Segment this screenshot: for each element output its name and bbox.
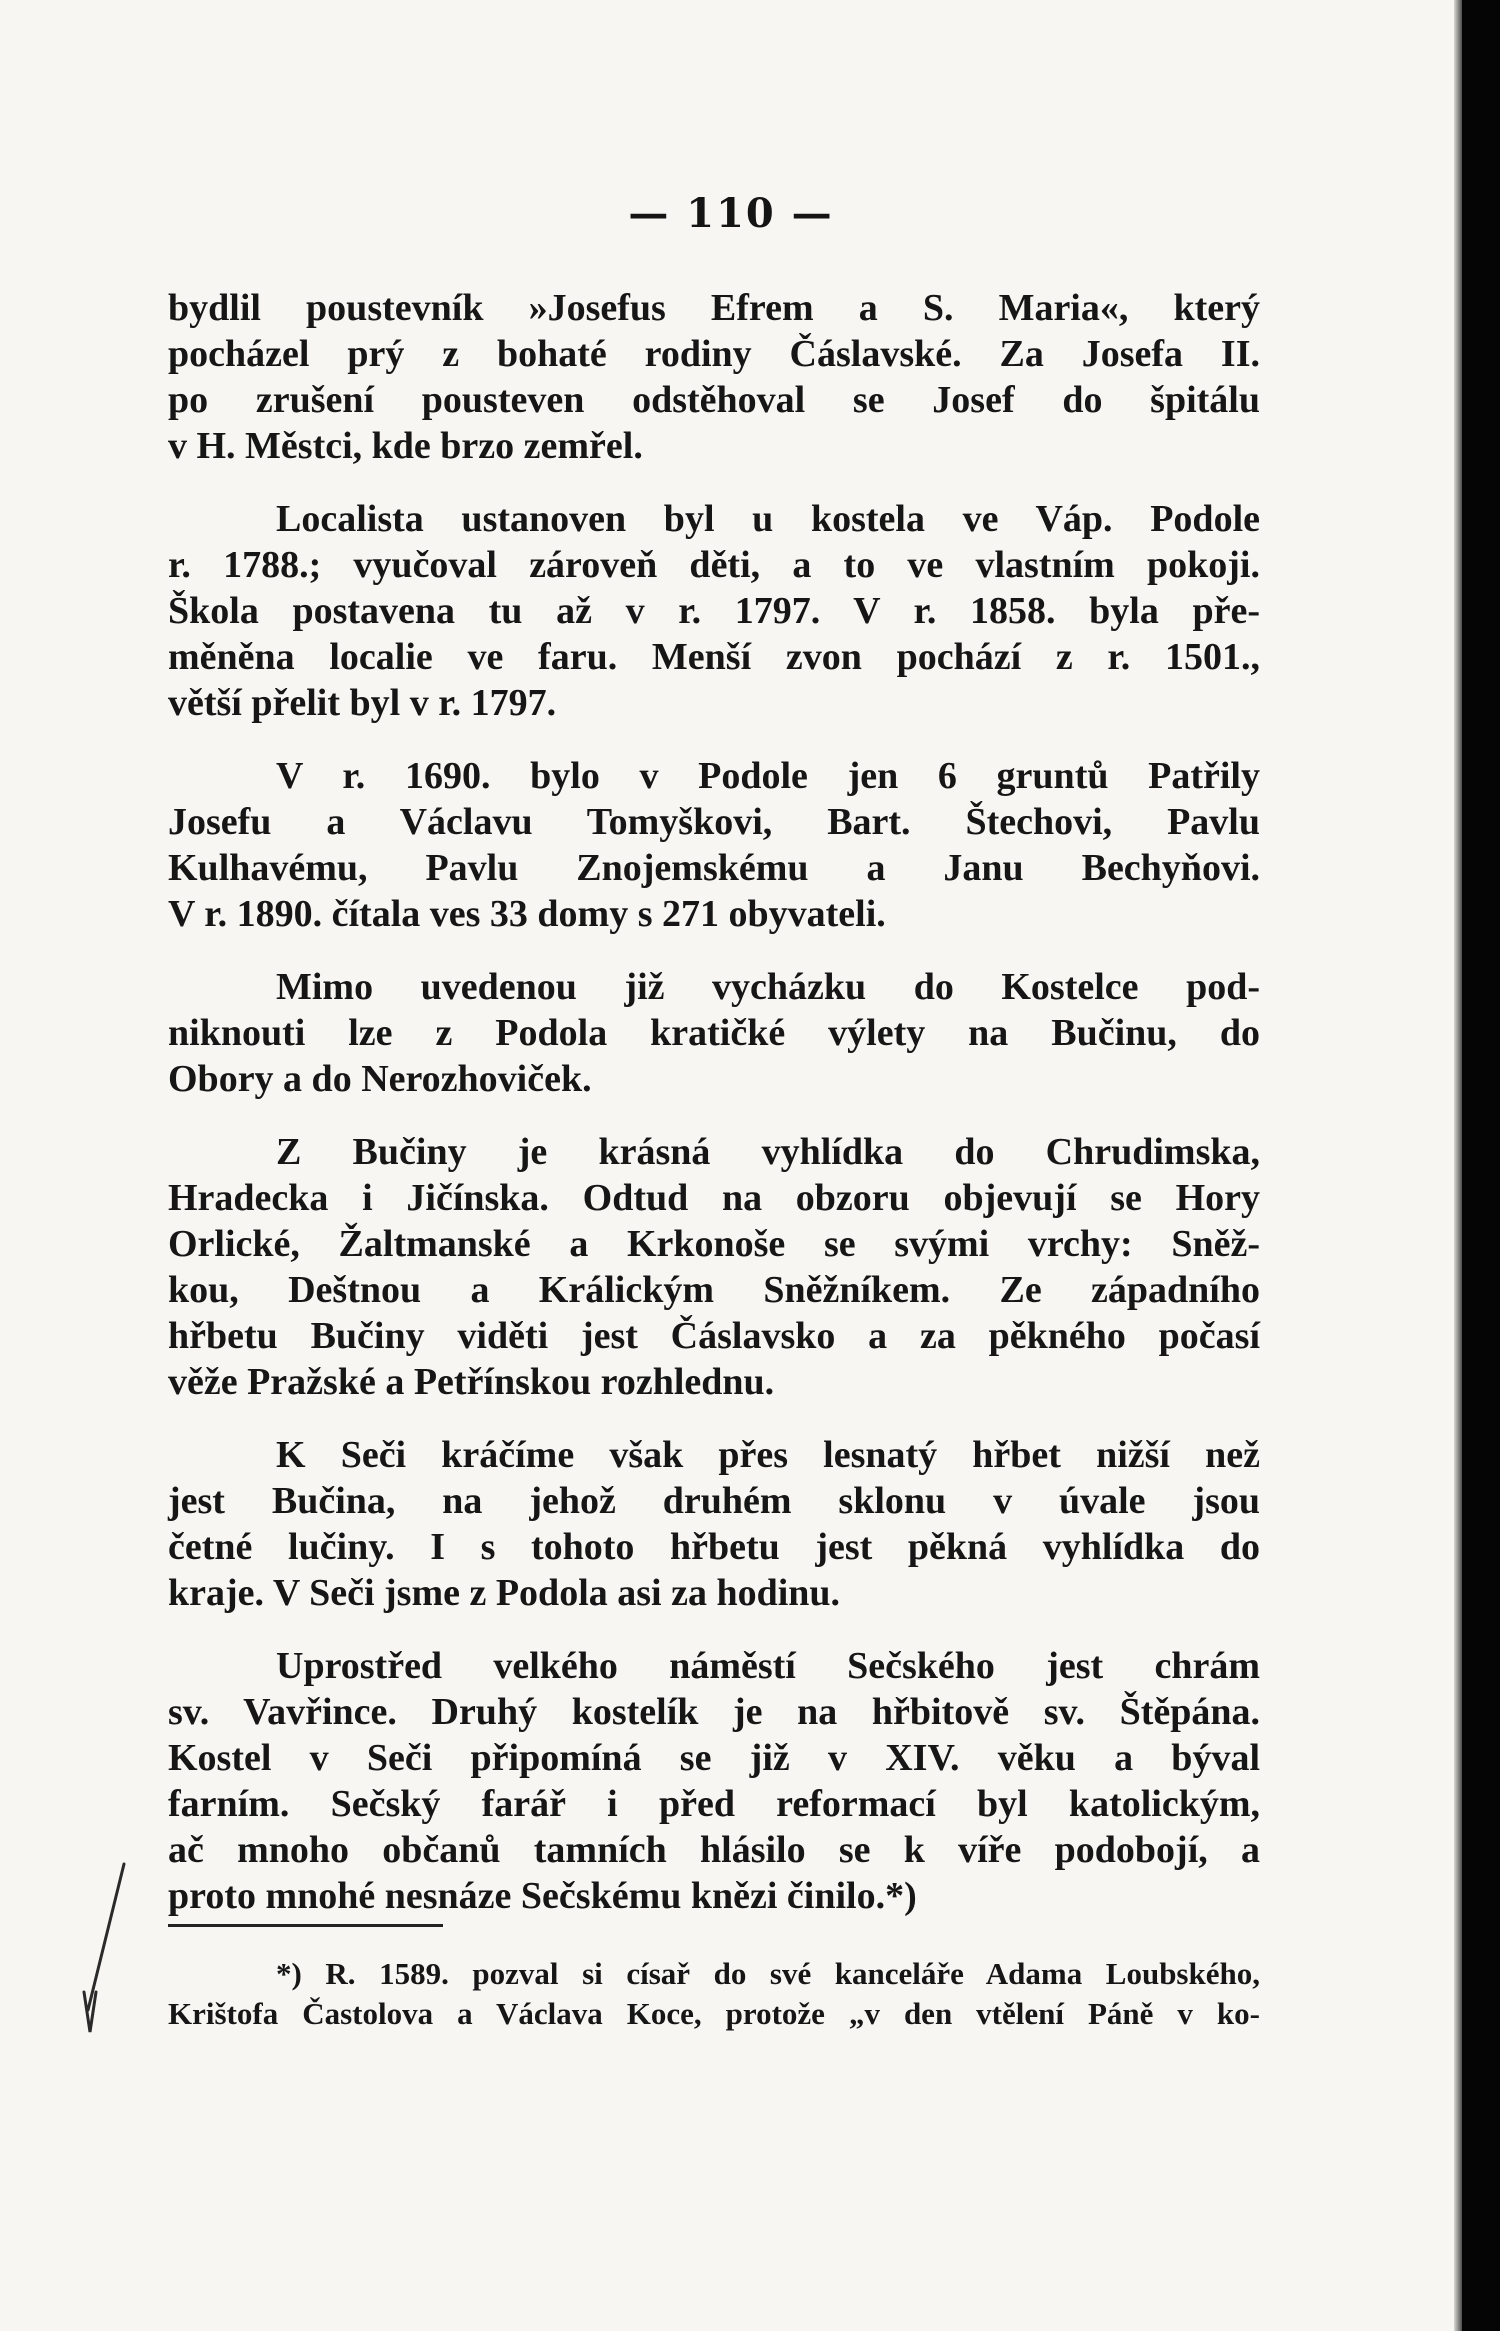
scan-border xyxy=(1462,0,1500,2331)
text-line: věže Pražské a Petřínskou rozhlednu. xyxy=(168,1361,775,1403)
text-line: Localista ustanoven byl u kostela ve Váp. Podole xyxy=(276,498,1260,540)
text-line: jest Bučina, na jehož druhém sklonu v úvale jsou xyxy=(168,1480,1260,1522)
body-text xyxy=(168,285,1260,1946)
text-line: Kostel v Seči připomíná se již v XIV. věku a býval xyxy=(168,1737,1260,1779)
footnote-line: Krištofa Častolova a Václava Koce, protože „v den vtělení Páně v ko- xyxy=(168,1996,1260,2031)
text-line: kraje. V Seči jsme z Podola asi za hodinu. xyxy=(168,1572,841,1614)
paragraph-2 xyxy=(168,496,1260,726)
text-line: Mimo uvedenou již vycházku do Kostelce pod- xyxy=(276,966,1260,1008)
text-line: v H. Městci, kde brzo zemřel. xyxy=(168,425,643,467)
text-line: Kulhavému, Pavlu Znojemskému a Janu Bechyňovi. xyxy=(168,847,1260,889)
text-line: Uprostřed velkého náměstí Sečského jest chrám xyxy=(276,1645,1260,1687)
pencil-margin-mark xyxy=(80,1860,130,2035)
text-line: Josefu a Václavu Tomyškovi, Bart. Štechovi, Pavlu xyxy=(168,801,1260,843)
paragraph-1 xyxy=(168,285,1260,469)
text-line: r. 1788.; vyučoval zároveň děti, a to ve vlastním pokoji. xyxy=(168,544,1260,586)
text-line: po zrušení pousteven odstěhoval se Josef do špitálu xyxy=(168,379,1260,421)
footnote-divider xyxy=(168,1924,443,1927)
text-line: V r. 1890. čítala ves 33 domy s 271 obyvateli. xyxy=(168,893,886,935)
footnote xyxy=(168,1954,1260,2034)
text-line: farním. Sečský farář i před reformací byl katolickým, xyxy=(168,1783,1260,1825)
text-line: sv. Vavřince. Druhý kostelík je na hřbitově sv. Štěpána. xyxy=(168,1691,1260,1733)
paragraph-6 xyxy=(168,1432,1260,1616)
text-line: K Seči kráčíme však přes lesnatý hřbet nižší než xyxy=(276,1434,1260,1476)
text-line: hřbetu Bučiny viděti jest Čáslavsko a za pěkného počasí xyxy=(168,1315,1260,1357)
page-number: — 110 — xyxy=(628,190,834,237)
paragraph-5 xyxy=(168,1129,1260,1405)
text-line: pocházel prý z bohaté rodiny Čáslavské. Za Josefa II. xyxy=(168,333,1260,375)
paragraph-4 xyxy=(168,964,1260,1102)
text-line: bydlil poustevník »Josefus Efrem a S. Maria«, který xyxy=(168,287,1260,329)
text-line: kou, Deštnou a Králickým Sněžníkem. Ze západního xyxy=(168,1269,1260,1311)
text-line: Orlické, Žaltmanské a Krkonoše se svými vrchy: Sněž- xyxy=(168,1223,1260,1265)
text-line: četné lučiny. I s tohoto hřbetu jest pěkná vyhlídka do xyxy=(168,1526,1260,1568)
paragraph-3 xyxy=(168,753,1260,937)
text-line: Hradecka i Jičínska. Odtud na obzoru objevují se Hory xyxy=(168,1177,1260,1219)
text-line: Obory a do Nerozhoviček. xyxy=(168,1058,592,1100)
text-line: Z Bučiny je krásná vyhlídka do Chrudimska, xyxy=(276,1131,1260,1173)
text-line: V r. 1690. bylo v Podole jen 6 gruntů Patřily xyxy=(276,755,1260,797)
page-edge-shadow xyxy=(1454,0,1462,2331)
text-line: Škola postavena tu až v r. 1797. V r. 1858. byla pře- xyxy=(168,590,1260,632)
text-line: větší přelit byl v r. 1797. xyxy=(168,682,557,724)
text-line: měněna localie ve faru. Menší zvon pochází z r. 1501., xyxy=(168,636,1260,678)
text-line: proto mnohé nesnáze Sečskému knězi činilo.*) xyxy=(168,1875,917,1917)
text-line: ač mnoho občanů tamních hlásilo se k víře podobojí, a xyxy=(168,1829,1260,1871)
text-line: niknouti lze z Podola kratičké výlety na Bučinu, do xyxy=(168,1012,1260,1054)
paragraph-7 xyxy=(168,1643,1260,1919)
footnote-line: *) R. 1589. pozval si císař do své kanceláře Adama Loubského, xyxy=(276,1956,1260,1991)
